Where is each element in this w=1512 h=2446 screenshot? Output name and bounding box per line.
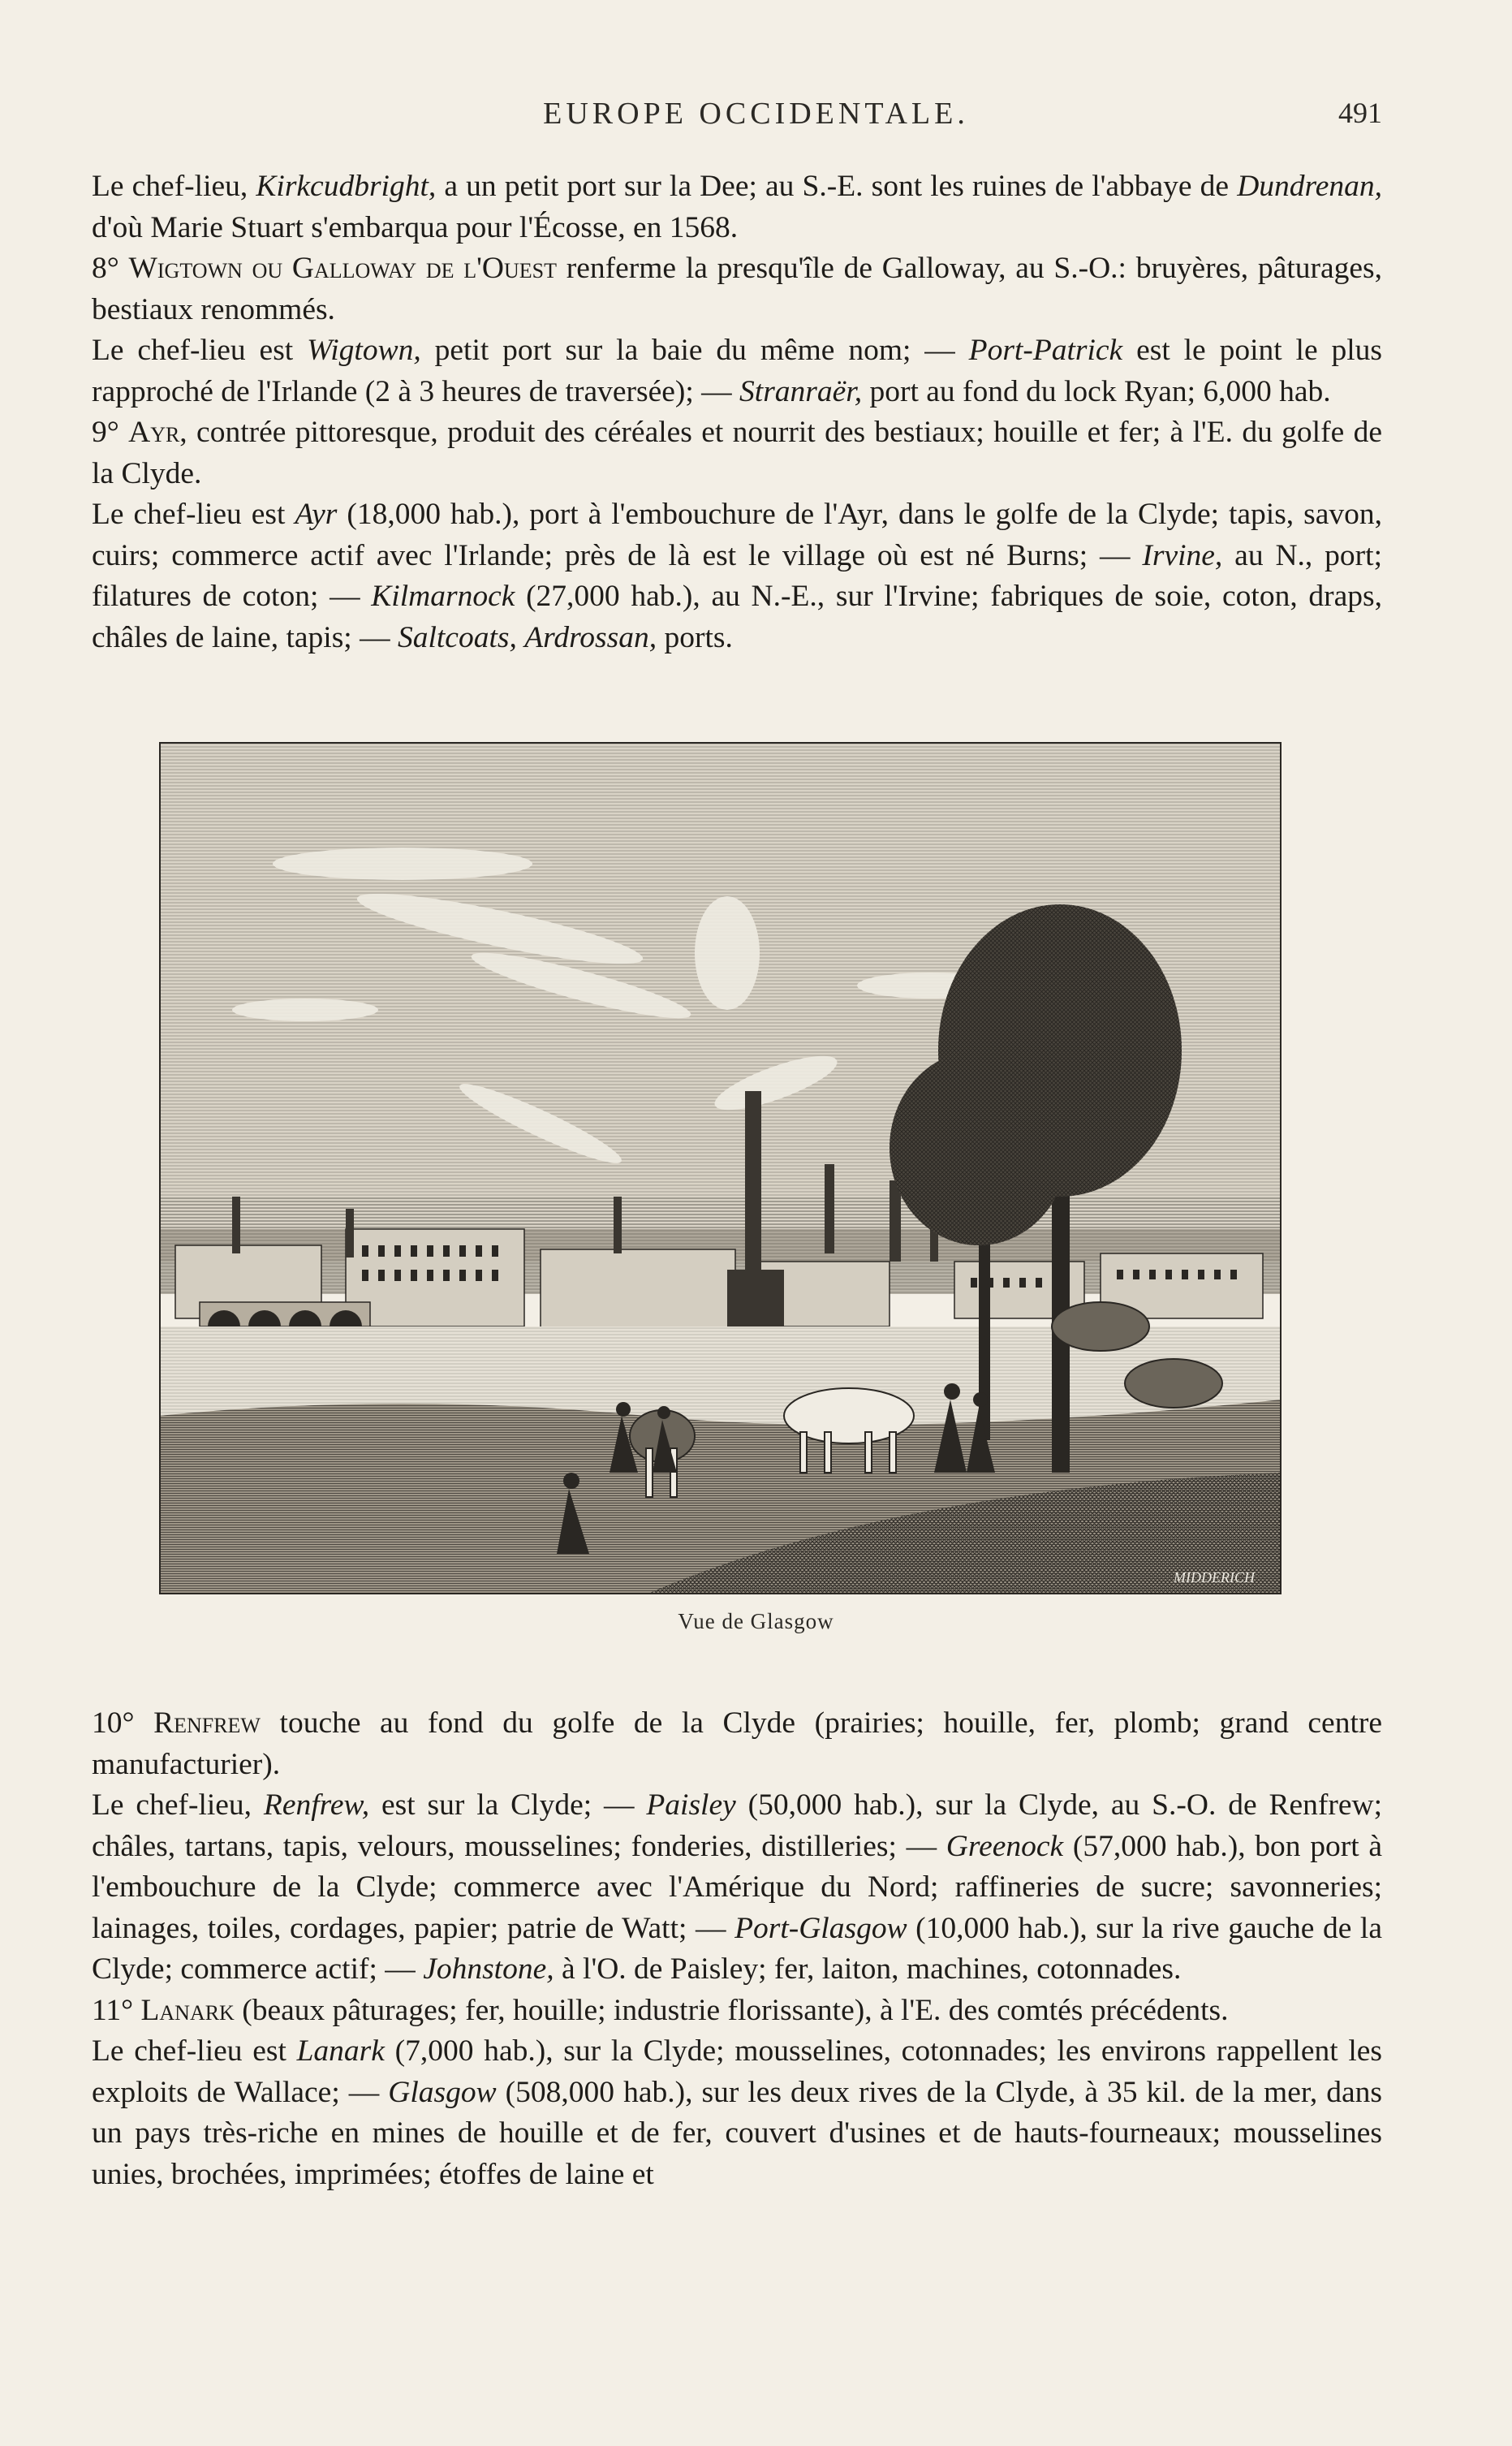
text-run: 10° [92, 1706, 154, 1740]
county-name: Lanark [140, 1993, 235, 2027]
place-name: Glasgow [388, 2075, 497, 2109]
text-run: renferme la presqu'île de Galloway, au S.-O.: bruyères, pâturages, bestiaux renommés. [92, 252, 1382, 326]
text-run: contrée pittoresque, produit des céréales et nourrit des bestiaux; houille et fer; à l'E. du golfe de la Clyde. [92, 416, 1382, 490]
top-text-block [92, 166, 1382, 658]
text-run: 8° [92, 252, 129, 285]
text-run: Le chef-lieu, [92, 170, 256, 203]
place-name: Paisley [646, 1788, 736, 1822]
place-name: Stranraër, [739, 374, 863, 408]
text-run: a un petit port sur la Dee; au S.-E. sont les ruines de l'abbaye de [436, 170, 1238, 203]
place-name: Kirkcudbright, [256, 170, 437, 203]
paragraph-ayr-county [92, 412, 1382, 494]
county-name: Ayr, [128, 416, 187, 449]
place-name: Port-Glasgow [734, 1911, 907, 1945]
text-run: port au fond du lock Ryan; 6,000 hab. [862, 374, 1331, 408]
engraver-signature: MIDDERICH [1174, 1569, 1255, 1585]
running-title: EUROPE OCCIDENTALE. [543, 97, 969, 131]
page-number: 491 [1338, 97, 1382, 129]
text-run: (18,000 hab.), port à l'embouchure de l'Ayr, dans le golfe de la Clyde; tapis, savon, cuirs; commerce actif avec l'Irlande; près de là est le village où est né Burns; — [92, 498, 1383, 572]
text-run: (50,000 hab.), sur la Clyde, au S.-O. de Renfrew; châles, tartans, tapis, velours, mousselines; fonderies, distilleries; — [92, 1788, 1382, 1863]
paragraph-kirkcudbright [92, 166, 1382, 248]
paragraph-ayr-town [92, 494, 1382, 658]
text-run: Le chef-lieu est [92, 2034, 297, 2068]
text-run: à l'O. de Paisley; fer, laiton, machines, cotonnades. [554, 1952, 1182, 1986]
text-run: (508,000 hab.), sur les deux rives de la Clyde, à 35 kil. de la mer, dans un pays très-riche en mines de houille et de fer, couvert d'usines et de hauts-fourneaux; mousselines unies, brochées, imprimées; étoffes de laine et [92, 2075, 1382, 2191]
place-name: Kilmarnock [371, 580, 515, 613]
text-run: 9° [92, 416, 129, 449]
paragraph-renfrew-county [92, 1703, 1382, 1785]
text-run: Le chef-lieu est [92, 334, 308, 367]
place-name: Renfrew, [263, 1788, 370, 1822]
place-name: Ardrossan, [524, 620, 657, 654]
paragraph-wigtown-county [92, 248, 1382, 330]
paragraph-lanark-county [92, 1991, 1382, 2032]
county-name: Wigtown ou Galloway de l'Ouest [128, 252, 557, 285]
text-run: est le point le plus rapproché de l'Irlande (2 à 3 heures de traversée); — [92, 334, 1382, 408]
text-run: touche au fond du golfe de la Clyde (prairies; houille, fer, plomb; grand centre manufacturier). [92, 1706, 1382, 1781]
place-name: Wigtown, [307, 334, 421, 367]
place-name: Dundrenan, [1237, 170, 1382, 203]
page-header [0, 96, 1512, 145]
bottom-text-block [92, 1703, 1382, 2195]
text-run: est sur la Clyde; — [369, 1788, 647, 1822]
text-run: petit port sur la baie du même nom; — [420, 334, 969, 367]
text-run: Le chef-lieu est [92, 498, 295, 531]
text-run: (57,000 hab.), bon port à l'embouchure de la Clyde; commerce avec l'Amérique du Nord; raffineries de sucre; savonneries; lainages, toiles, cordages, papier; patrie de Watt; — [92, 1829, 1382, 1945]
paragraph-wigtown-town [92, 330, 1382, 412]
text-run: (27,000 hab.), au N.-E., sur l'Irvine; fabriques de soie, coton, draps, châles de laine, tapis; — [92, 580, 1382, 654]
text-run: ports. [657, 620, 733, 654]
place-name: Irvine, [1142, 538, 1223, 572]
paragraph-lanark-town [92, 2031, 1382, 2195]
glasgow-engraving [159, 742, 1282, 1594]
county-name: Renfrew [153, 1706, 261, 1740]
text-run: (beaux pâturages; fer, houille; industrie florissante), à l'E. des comtés précédents. [234, 1993, 1229, 2027]
engraving-drawing [159, 742, 1282, 1594]
paragraph-renfrew-town [92, 1785, 1382, 1991]
text-run: au N., port; filatures de coton; — [92, 538, 1382, 613]
text-run: d'où Marie Stuart s'embarqua pour l'Écosse, en 1568. [92, 210, 739, 244]
place-name: Greenock [946, 1829, 1064, 1863]
place-name: Saltcoats, [397, 620, 517, 654]
place-name: Johnstone, [423, 1952, 554, 1986]
text-run: 11° [92, 1993, 141, 2027]
bridge [200, 1302, 370, 1327]
place-name: Ayr [295, 498, 338, 531]
place-name: Port-Patrick [968, 334, 1123, 367]
text-run [517, 621, 524, 654]
text-run: (10,000 hab.), sur la rive gauche de la Clyde; commerce actif; — [92, 1911, 1382, 1986]
text-run: (7,000 hab.), sur la Clyde; mousselines, cotonnades; les environs rappellent les exploits de Wallace; — [92, 2034, 1382, 2109]
illustration-caption: Vue de Glasgow [678, 1609, 834, 1633]
place-name: Lanark [296, 2034, 385, 2068]
text-run: Le chef-lieu, [92, 1788, 264, 1822]
